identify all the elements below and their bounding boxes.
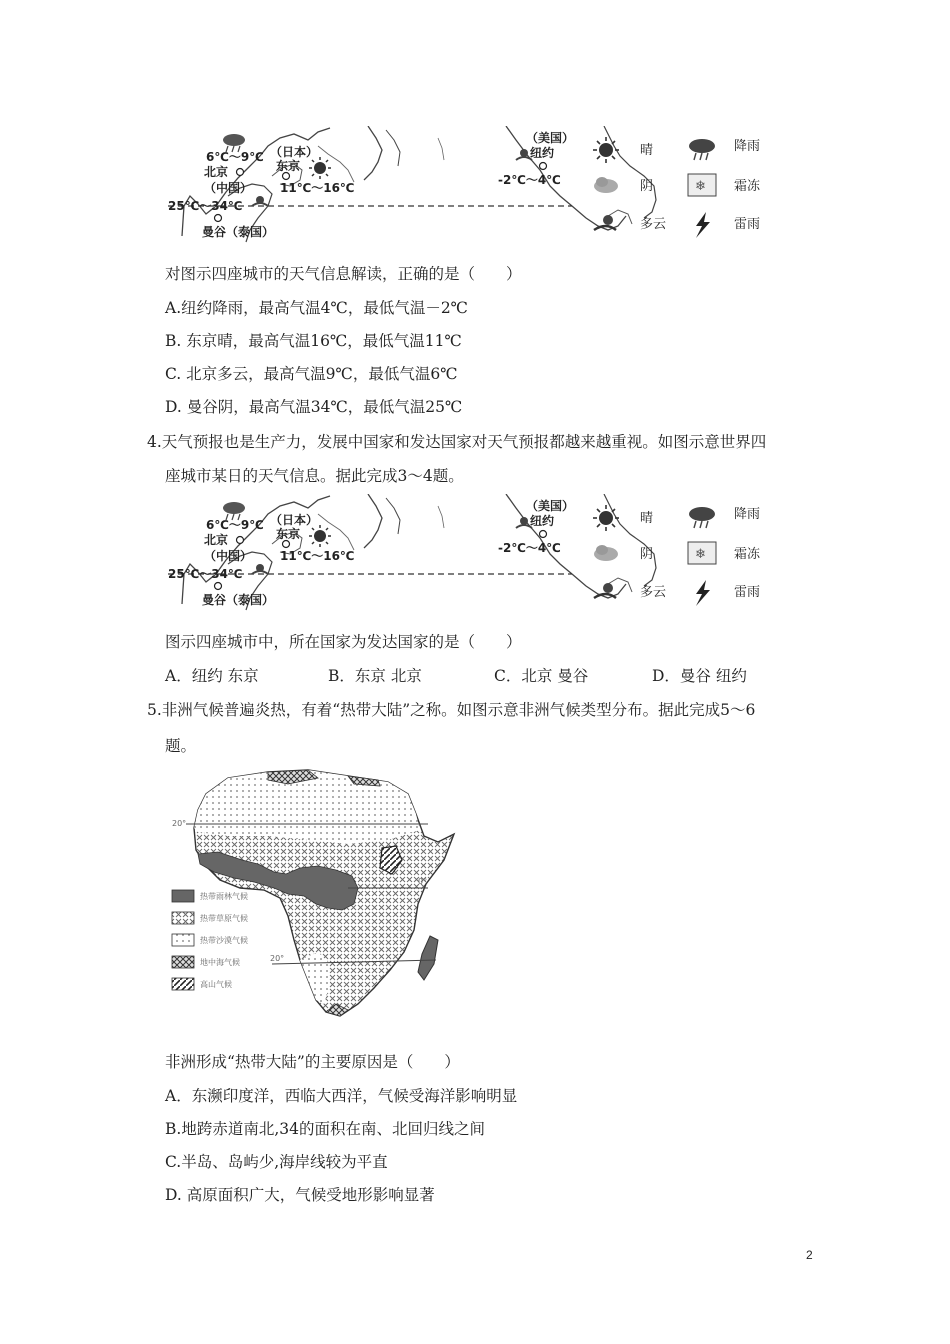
svg-text:❄: ❄ (695, 547, 706, 562)
q4-option-b: B．东京 北京 (328, 667, 422, 685)
legend-partly-cloudy: 多云 (640, 585, 667, 600)
q5-option-a: A．东濒印度洋，西临大西洋，气候受海洋影响明显 (165, 1087, 518, 1105)
city-beijing: 北京 (204, 533, 229, 547)
country-usa: （美国） (526, 499, 575, 513)
weather-map-figure-1 (168, 126, 768, 244)
legend-partly-cloudy: 多云 (640, 217, 667, 232)
q3-option-d: D. 曼谷阴，最高气温34℃，最低气温25℃ (165, 398, 463, 416)
country-china: （中国） (204, 549, 253, 563)
city-tokyo: 东京 (276, 527, 301, 541)
weather-map-figure-2 (168, 494, 768, 612)
city-newyork: 纽约 (530, 514, 555, 528)
legend-rain: 降雨 (734, 139, 761, 154)
q4-intro-line2: 座城市某日的天气信息。据此完成3～4题。 (165, 467, 464, 485)
temp-bangkok: 25℃～34℃ (168, 199, 243, 213)
q5-intro-line2: 题。 (165, 737, 197, 755)
q5-option-b: B.地跨赤道南北,34的面积在南、北回归线之间 (165, 1120, 485, 1138)
cloudy-icon (594, 177, 618, 193)
city-beijing: 北京 (204, 165, 229, 179)
q3-option-c: C. 北京多云，最高气温9℃，最低气温6℃ (165, 365, 458, 383)
q4-number: 4. (147, 433, 162, 451)
temp-newyork: -2℃～4℃ (498, 173, 561, 187)
legend-sunny: 晴 (640, 511, 654, 526)
temp-newyork: -2℃～4℃ (498, 541, 561, 555)
city-tokyo: 东京 (276, 159, 301, 173)
q4-option-d: D．曼谷 纽约 (652, 667, 747, 685)
sunny-icon (593, 505, 619, 531)
q4-option-c: C．北京 曼谷 (494, 667, 589, 685)
legend-frost: 霜冻 (734, 179, 761, 194)
legend-cloudy: 阴 (640, 547, 654, 562)
rain-icon (689, 507, 715, 528)
country-usa: （美国） (526, 131, 575, 145)
q4-intro-line1: 天气预报也是生产力，发展中国家和发达国家对天气预报都越来越重视。如图示意世界四 (161, 433, 767, 451)
q4-stem: 图示四座城市中，所在国家为发达国家的是（ ） (165, 633, 522, 651)
legend-mediterranean: 地中海气候 (200, 958, 240, 967)
legend-rainforest: 热带雨林气候 (200, 892, 248, 901)
cloudy-icon (594, 545, 618, 561)
legend-frost: 霜冻 (734, 547, 761, 562)
frost-icon (688, 542, 716, 564)
q3-option-b: B. 东京晴，最高气温16℃，最低气温11℃ (165, 332, 462, 350)
legend-thunderstorm: 雷雨 (734, 585, 761, 600)
country-japan: （日本） (270, 513, 319, 527)
lat-20s-label: 20° (270, 954, 285, 963)
temp-tokyo: 11℃～16℃ (280, 181, 355, 195)
legend-savanna: 热带草原气候 (200, 914, 248, 923)
legend-sunny: 晴 (640, 143, 654, 158)
temp-tokyo: 11℃～16℃ (280, 549, 355, 563)
q3-stem: 对图示四座城市的天气信息解读，正确的是（ ） (165, 265, 522, 283)
rain-icon (689, 139, 715, 160)
q5-stem: 非洲形成“热带大陆”的主要原因是（ ） (165, 1053, 460, 1071)
q5-intro-line1: 非洲气候普遍炎热，有着“热带大陆”之称。如图示意非洲气候类型分布。据此完成5～6 (161, 701, 756, 719)
temp-beijing: 6℃～9℃ (206, 150, 264, 164)
temp-bangkok: 25℃～34℃ (168, 567, 243, 581)
city-bangkok: 曼谷（泰国） (202, 225, 275, 239)
lat-0-label: 0° (418, 877, 428, 886)
q3-option-a: A.纽约降雨，最高气温4℃，最低气温－2℃ (165, 299, 469, 317)
q5-number: 5. (147, 701, 162, 719)
q5-option-d: D. 高原面积广大，气候受地形影响显著 (165, 1186, 435, 1204)
thunderstorm-icon (696, 212, 710, 238)
partly-cloudy-icon (594, 583, 616, 598)
legend-thunderstorm: 雷雨 (734, 217, 761, 232)
thunderstorm-icon (696, 580, 710, 606)
partly-cloudy-icon (594, 215, 616, 230)
page-number: 2 (806, 1248, 813, 1262)
legend-desert: 热带沙漠气候 (200, 936, 248, 945)
country-china: （中国） (204, 181, 253, 195)
svg-text:❄: ❄ (695, 179, 706, 194)
temp-beijing: 6℃～9℃ (206, 518, 264, 532)
sunny-icon (593, 137, 619, 163)
africa-climate-map (168, 764, 468, 1024)
legend-rain: 降雨 (734, 507, 761, 522)
country-japan: （日本） (270, 145, 319, 159)
city-newyork: 纽约 (530, 146, 555, 160)
city-bangkok: 曼谷（泰国） (202, 593, 275, 607)
legend-highland: 高山气候 (200, 980, 232, 989)
legend-cloudy: 阴 (640, 179, 654, 194)
lat-20n-label: 20° (172, 819, 187, 828)
africa-legend (172, 890, 248, 990)
frost-icon (688, 174, 716, 196)
q5-option-c: C.半岛、岛屿少,海岸线较为平直 (165, 1153, 388, 1171)
q4-option-a: A．纽约 东京 (165, 667, 259, 685)
